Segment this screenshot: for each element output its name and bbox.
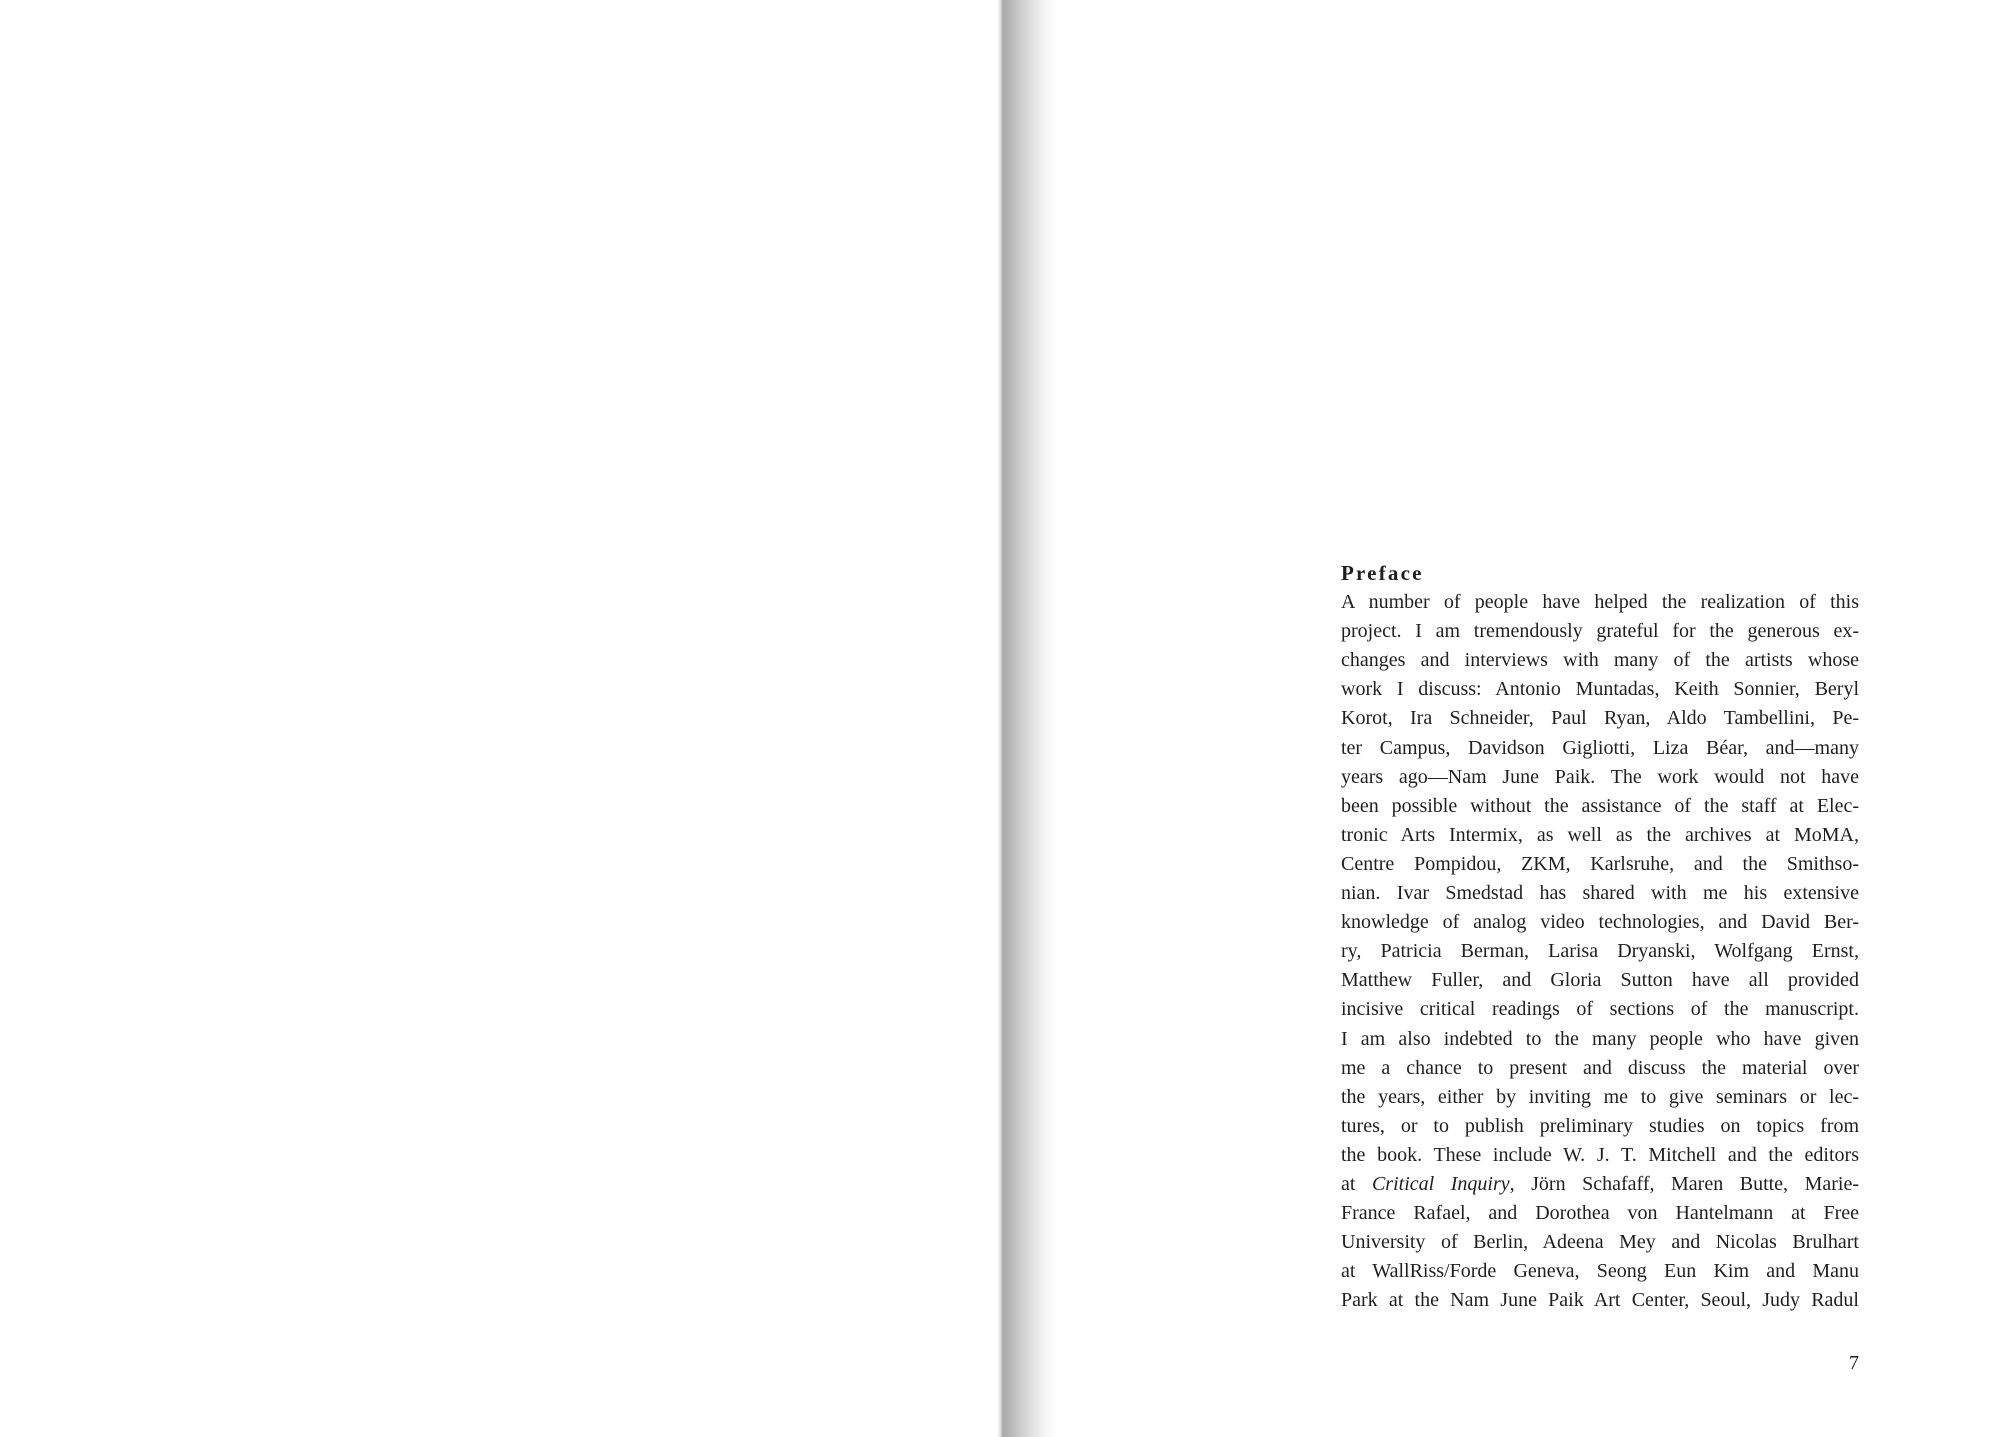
- body-text-line: incisive critical readings of sections of the manuscript.: [1341, 998, 1859, 1021]
- body-text-segment: at: [1341, 1172, 1372, 1195]
- body-text-line: ry, Patricia Berman, Larisa Dryanski, Wolfgang Ernst,: [1341, 940, 1859, 963]
- body-text-line: nian. Ivar Smedstad has shared with me his extensive: [1341, 882, 1859, 905]
- body-text-line: knowledge of analog video technologies, and David Ber-: [1341, 911, 1859, 934]
- body-text-line: years ago—Nam June Paik. The work would not have: [1341, 765, 1859, 788]
- body-text-line: Matthew Fuller, and Gloria Sutton have all provided: [1341, 969, 1859, 992]
- body-text-line: been possible without the assistance of the staff at Elec-: [1341, 794, 1859, 817]
- body-text-line: ter Campus, Davidson Gigliotti, Liza Béar, and—many: [1341, 736, 1859, 759]
- body-text-line: me a chance to present and discuss the material over: [1341, 1056, 1859, 1079]
- body-text-line: work I discuss: Antonio Muntadas, Keith Sonnier, Beryl: [1341, 678, 1859, 701]
- italic-title-text: Critical Inquiry: [1371, 1172, 1510, 1195]
- body-text-line: project. I am tremendously grateful for the generous ex-: [1341, 620, 1859, 643]
- body-text-line: the years, either by inviting me to give seminars or lec-: [1341, 1085, 1859, 1108]
- preface-text-block: [1341, 559, 1859, 1315]
- preface-body-paragraph: [1341, 588, 1859, 1315]
- body-text-line: A number of people have helped the realization of this: [1341, 591, 1859, 614]
- body-text-segment: , Jörn Schafaff, Maren Butte, Marie-: [1509, 1172, 1859, 1195]
- body-text-line: the book. These include W. J. T. Mitchell and the editors: [1341, 1143, 1859, 1166]
- body-text-line: Park at the Nam June Paik Art Center, Seoul, Judy Radul: [1341, 1289, 1859, 1312]
- body-text-line: Korot, Ira Schneider, Paul Ryan, Aldo Tambellini, Pe-: [1341, 707, 1859, 730]
- body-text-line: tures, or to publish preliminary studies on topics from: [1341, 1114, 1859, 1137]
- body-text-line: Centre Pompidou, ZKM, Karlsruhe, and the Smithso-: [1341, 852, 1859, 875]
- body-text-line: France Rafael, and Dorothea von Hantelmann at Free: [1341, 1202, 1859, 1225]
- page-number: 7: [1849, 1352, 1859, 1374]
- preface-heading: Preface: [1341, 561, 1424, 585]
- body-text-line: at WallRiss/Forde Geneva, Seong Eun Kim and Manu: [1341, 1260, 1859, 1283]
- book-spine-gradient: [997, 0, 1059, 1437]
- body-text-line: University of Berlin, Adeena Mey and Nicolas Brulhart: [1341, 1231, 1859, 1254]
- body-text-line: [1341, 1170, 1859, 1199]
- body-text-line: changes and interviews with many of the artists whose: [1341, 649, 1859, 672]
- body-text-line: tronic Arts Intermix, as well as the archives at MoMA,: [1341, 823, 1859, 846]
- body-text-line: I am also indebted to the many people who have given: [1341, 1027, 1859, 1050]
- left-page-blank: [0, 0, 998, 1437]
